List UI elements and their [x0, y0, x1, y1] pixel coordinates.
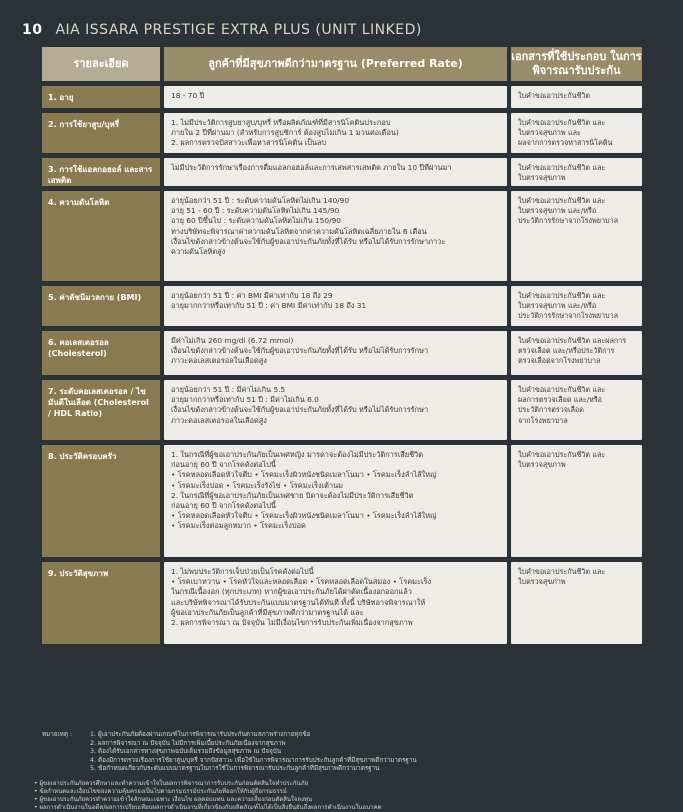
row-label: 1. อายุ	[42, 86, 160, 108]
note-text: 3. ต้องได้รับเอกสารทางสุขภาพฉบับเต็มรวมถึงข้อมูลสุขภาพ ณ ปัจจุบัน	[90, 748, 282, 756]
criteria-line: ก่อนอายุ 60 ปี จากโรคดังต่อไปนี้	[171, 501, 276, 511]
table-row	[42, 191, 642, 281]
criteria-line: • โรคหลอดเลือดหัวใจตีบ • โรคมะเร็งผิวหนังชนิดเมลาโนมา • โรคมะเร็งลำไส้ใหญ่	[171, 511, 437, 521]
note-text: 1. ผู้เอาประกันภัยต้องผ่านเกณฑ์ในการพิจารณารับประกันตามสภาพร่างกายทุกข้อ	[90, 731, 311, 738]
row-criteria	[164, 562, 507, 644]
header-preferred: ลูกค้าที่มีสุขภาพดีกว่ามาตรฐาน (Preferred Rate)	[164, 47, 507, 81]
notes	[42, 731, 642, 774]
row-documents	[511, 380, 642, 440]
page-header	[22, 22, 422, 38]
row-criteria	[164, 380, 507, 440]
criteria-line: อายุน้อยกว่า 51 ปี : ระดับความดันโลหิตไม่เกิน 140/90	[171, 196, 350, 205]
document-line: ตรวจเลือดจากโรงพยาบาล	[518, 356, 601, 366]
criteria-line: • โรคหลอดเลือดหัวใจตีบ • โรคมะเร็งผิวหนังชนิดเมลาโนมา • โรคมะเร็งลำไส้ใหญ่	[171, 470, 437, 480]
criteria-line: อายุน้อยกว่า 51 ปี : ค่า BMI มีค่าเท่ากับ 18 ถึง 29	[171, 291, 333, 300]
table-header	[42, 47, 642, 81]
note-text: 4. ต้องมีการตรวจเรื่องการใช้ยาสูบ/บุหรี่ จากปัสสาวะ เพื่อใช้ในการพิจารณาการรับประกันลูกค้าที่มีสุขภาพดีกว่ามาตรฐาน	[90, 756, 417, 764]
document-line: ใบตรวจสุขภาพ	[518, 577, 566, 587]
criteria-table	[42, 47, 642, 649]
note-label	[42, 765, 90, 774]
row-criteria	[164, 445, 507, 557]
row-documents	[511, 191, 642, 281]
document-line: จากโรงพยาบาล	[518, 415, 568, 425]
criteria-line: ความดันโลหิตสูง	[171, 247, 226, 257]
criteria-line: ทางบริษัทจะพิจารณาค่าความดันโลหิตจากค่าความดันโลหิตเฉลี่ยภายใน 6 เดือน	[171, 226, 427, 236]
row-label: 7. ระดับคอเลสเตอรอล / ไขมันดีในเลือด (Cholesterol / HDL Ratio)	[42, 380, 160, 440]
criteria-line: ภาวะคอเลสเตอรอลในเลือดสูง	[171, 415, 267, 425]
criteria-line: อายุ 60 ปีขึ้นไป : ระดับความดันโลหิตไม่เกิน 150/90	[171, 216, 341, 226]
criteria-line: 18 - 70 ปี	[171, 91, 205, 100]
criteria-line: เงื่อนไขดังกล่าวข้างต้นจะใช้กับผู้ขอเอาประกันภัยทั้งที่ได้รับ หรือไม่ได้รับการรักษา	[171, 405, 429, 415]
document-line: ใบคำขอเอาประกันชีวิต และ	[518, 385, 606, 394]
document-line: ใบตรวจสุขภาพ และ/หรือ	[518, 206, 597, 216]
criteria-line: และบริษัทพิจารณาได้รับประกันแบบมาตรฐานได้ทันที ทั้งนี้ บริษัทอาจพิจารณาให้	[171, 597, 426, 607]
criteria-line: มีค่าไม่เกิน 260 mg/dl (6.72 mmol)	[171, 336, 294, 345]
page-number: 10	[22, 22, 43, 38]
row-label: 6. คอเลสเตอรอล (Cholesterol)	[42, 331, 160, 375]
header-detail: รายละเอียด	[42, 47, 160, 81]
note-text: 2. ผลการพิจารณา ณ ปัจจุบัน ไม่มีการเพิ่มเบี้ยประกันภัยเนื่องจากสุขภาพ	[90, 739, 286, 747]
table-row	[42, 286, 642, 326]
criteria-line: 1. ไม่พบประวัติการเจ็บป่วยเป็นโรคดังต่อไปนี้	[171, 567, 314, 576]
note-label	[42, 757, 90, 766]
table-row	[42, 331, 642, 375]
criteria-line: 1. ไม่มีประวัติการสูบยาสูบ/บุหรี่ หรือผลิตภัณฑ์ที่มีสารนิโคตินประกอบ	[171, 118, 391, 127]
document-title: AIA ISSARA PRESTIGE EXTRA PLUS (UNIT LINKED)	[55, 22, 422, 38]
document-line: ประวัติการตรวจเลือด	[518, 405, 584, 415]
note-item	[42, 765, 642, 774]
criteria-line: • โรคมะเร็งปอด • โรคมะเร็งรังไข่ • โรคมะเร็งเต้านม	[171, 480, 343, 490]
document-line: ใบคำขอเอาประกันชีวิต และ	[518, 291, 606, 300]
criteria-line: ก่อนอายุ 60 ปี จากโรคดังต่อไปนี้	[171, 460, 276, 470]
row-documents	[511, 562, 642, 644]
table-row	[42, 158, 642, 186]
document-line: ใบตรวจสุขภาพ และ	[518, 128, 581, 138]
document-line: ใบคำขอเอาประกันชีวิต และ	[518, 196, 606, 205]
row-documents	[511, 113, 642, 153]
row-documents	[511, 86, 642, 108]
row-criteria	[164, 191, 507, 281]
row-documents	[511, 158, 642, 186]
row-documents	[511, 331, 642, 375]
row-criteria	[164, 158, 507, 186]
table-row	[42, 562, 642, 644]
note-item	[42, 731, 642, 740]
table-row	[42, 113, 642, 153]
table-row	[42, 86, 642, 108]
note-label: หมายเหตุ :	[42, 731, 73, 738]
row-criteria	[164, 86, 507, 108]
row-label: 8. ประวัติครอบครัว	[42, 445, 160, 557]
disclaimer-item: • ผู้ขอเอาประกันภัยควรศึกษาและทำความเข้าใจในผลการพิจารณาการรับประกันก่อนตัดสินใจทำประกันภัย	[34, 780, 654, 788]
disclaimer-item: • ผลการดำเนินงานในอดีต/ผลการเปรียบเทียบผลการดำเนินงานที่เกี่ยวข้องกับผลิตภัณฑ์ไม่ได้เป็นสิ่งยืนยันถึงผลการดำเนินงานในอนาคต	[34, 804, 654, 812]
note-item	[42, 740, 642, 749]
criteria-line: • โรคมะเร็งต่อมลูกหมาก • โรคมะเร็งปอด	[171, 521, 306, 531]
criteria-line: • โรคเบาหวาน • โรคหัวใจและหลอดเลือด • โรคหลอดเลือดในสมอง • โรคมะเร็ง	[171, 577, 432, 587]
table-row	[42, 445, 642, 557]
row-documents	[511, 445, 642, 557]
criteria-line: อายุมากกว่าหรือเท่ากับ 51 ปี : มีค่าไม่เกิน 6.0	[171, 395, 319, 405]
document-line: ใบคำขอเอาประกันชีวิต	[518, 91, 591, 100]
criteria-line: ภายใน 2 ปีที่ผ่านมา (สำหรับการสูบซิการ์ ต้องสูบไม่เกิน 1 มวนต่อเดือน)	[171, 128, 399, 138]
disclaimer-item: • ข้อกำหนดและเงื่อนไขของความคุ้มครองเป็นไปตามกรมธรรม์ประกันภัยที่ออกให้กับผู้ถือกรมธรรม์	[34, 788, 654, 796]
row-criteria	[164, 331, 507, 375]
criteria-line: 1. ในกรณีที่ผู้ขอเอาประกันภัยเป็นเพศหญิง มารดาจะต้องไม่มีประวัติการเสียชีวิต	[171, 450, 424, 459]
document-line: ใบตรวจสุขภาพ และ/หรือ	[518, 301, 597, 311]
criteria-line: เงื่อนไขดังกล่าวข้างต้นจะใช้กับผู้ขอเอาประกันภัยทั้งที่ได้รับ หรือไม่ได้รับการรักษา	[171, 346, 429, 356]
document-line: ใบคำขอเอาประกันชีวิต และ	[518, 450, 606, 459]
note-text: 5. ข้อกำหนดเกี่ยวกับระดับแบบมาตรฐานในการใช้ในการพิจารณารับประกันลูกค้าที่มีสุขภาพดีกว่ามาตรฐาน	[90, 765, 380, 773]
row-criteria	[164, 286, 507, 326]
criteria-line: ภาวะคอเลสเตอรอลในเลือดสูง	[171, 356, 267, 366]
document-line: ผลจากการตรวจหาสารนิโคติน	[518, 138, 613, 148]
row-label: 5. ค่าดัชนีมวลกาย (BMI)	[42, 286, 160, 326]
criteria-line: 2. ในกรณีที่ผู้ขอเอาประกันภัยเป็นเพศชาย บิดาจะต้องไม่มีประวัติการเสียชีวิต	[171, 490, 414, 500]
criteria-line: ไม่มีประวัติการรักษาเรื่องการดื่มแอลกอฮอล์และการเสพสารเสพติด ภายใน 10 ปีที่ผ่านมา	[171, 163, 452, 172]
row-label: 3. การใช้แอลกอฮอล์ และสารเสพติด	[42, 158, 160, 186]
row-label: 4. ความดันโลหิต	[42, 191, 160, 281]
document-line: ใบคำขอเอาประกันชีวิต และ	[518, 163, 606, 172]
document-line: ผลการตรวจเลือด และ/หรือ	[518, 395, 603, 405]
criteria-line: อายุน้อยกว่า 51 ปี : มีค่าไม่เกิน 5.5	[171, 385, 286, 394]
criteria-line: อายุ 51 - 60 ปี : ระดับความดันโลหิตไม่เกิน 145/90	[171, 206, 340, 216]
document-line: ใบตรวจสุขภาพ	[518, 173, 566, 183]
document-line: ตรวจเลือด และ/หรือประวัติการ	[518, 346, 615, 356]
disclaimer-item: • ผู้ขอเอาประกันภัยควรทำความเข้าใจลักษณะเฉพาะ เงื่อนไข ผลตอบแทน และความเสี่ยงก่อนตัดสินใจลงทุน	[34, 796, 654, 804]
row-documents	[511, 286, 642, 326]
row-label: 9. ประวัติสุขภาพ	[42, 562, 160, 644]
document-line: ใบคำขอเอาประกันชีวิต และผลการ	[518, 336, 627, 345]
document-line: ใบคำขอเอาประกันชีวิต และ	[518, 567, 606, 576]
note-label	[42, 740, 90, 749]
criteria-line: ในกรณีเนื้องอก (ทุกประเภท) หากผู้ขอเอาประกันภัยได้ผ่าตัดเนื้องอกออกแล้ว	[171, 587, 412, 597]
criteria-line: เงื่อนไขดังกล่าวข้างต้นจะใช้กับผู้ขอเอาประกันภัยทั้งที่ได้รับ หรือไม่ได้รับการรักษาภาวะ	[171, 236, 446, 246]
row-criteria	[164, 113, 507, 153]
disclaimer-bullets	[34, 780, 654, 812]
document-line: ประวัติการรักษาจากโรงพยาบาล	[518, 216, 619, 226]
document-line: ใบคำขอเอาประกันชีวิต และ	[518, 118, 606, 127]
note-label	[42, 748, 90, 757]
criteria-line: 2. ผลการตรวจปัสสาวะเพื่อหาสารนิโคติน เป็นลบ	[171, 138, 327, 148]
criteria-line: 2. ผลการพิจารณา ณ ปัจจุบัน ไม่มีเงื่อนไขการรับประกันเพิ่มเนื่องจากสุขภาพ	[171, 618, 413, 628]
row-label: 2. การใช้ยาสูบ/บุหรี่	[42, 113, 160, 153]
criteria-line: ผู้ขอเอาประกันภัยเป็นลูกค้าที่มีสุขภาพดีกว่ามาตรฐานได้ และ	[171, 607, 364, 617]
table-row	[42, 380, 642, 440]
note-item	[42, 748, 642, 757]
document-line: ประวัติการรักษาจากโรงพยาบาล	[518, 311, 619, 321]
header-documents: เอกสารที่ใช้ประกอบ ในการพิจารณารับประกัน	[511, 47, 642, 81]
document-line: ใบตรวจสุขภาพ	[518, 460, 566, 470]
criteria-line: อายุมากกว่าหรือเท่ากับ 51 ปี : ค่า BMI มีค่าเท่ากับ 18 ถึง 31	[171, 301, 367, 311]
